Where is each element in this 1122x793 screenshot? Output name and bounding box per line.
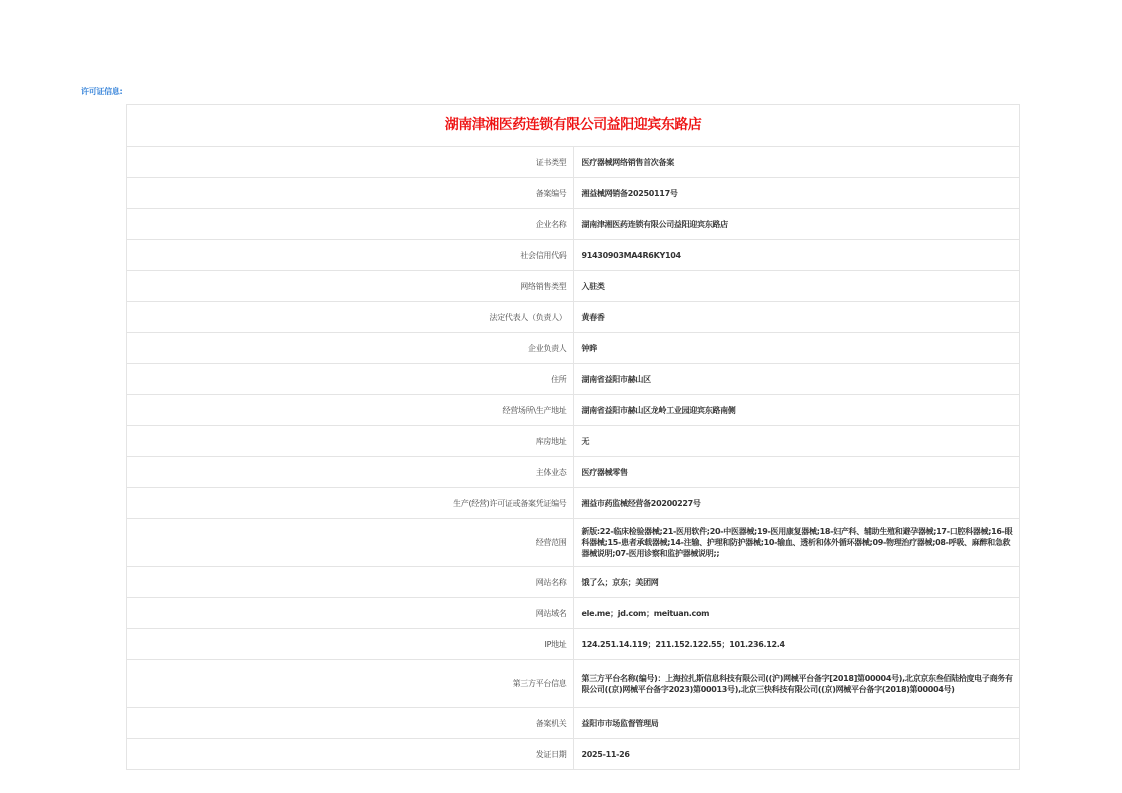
table-row [127,598,1020,629]
field-value: 饿了么；京东；美团网 [573,567,1020,598]
table-row [127,364,1020,395]
field-label: 法定代表人（负责人） [127,302,574,333]
field-label: 经营范围 [127,519,574,567]
field-label: 生产(经营)许可证或备案凭证编号 [127,488,574,519]
field-label: 第三方平台信息 [127,660,574,708]
field-value: 湘益械网销备20250117号 [573,178,1020,209]
field-label: 企业名称 [127,209,574,240]
field-label: 住所 [127,364,574,395]
field-label: 发证日期 [127,739,574,770]
field-label: 企业负责人 [127,333,574,364]
field-label: 社会信用代码 [127,240,574,271]
field-value: 入驻类 [573,271,1020,302]
table-row [127,488,1020,519]
field-value: 湖南省益阳市赫山区龙岭工业园迎宾东路南侧 [573,395,1020,426]
field-label: IP地址 [127,629,574,660]
field-value: 湖南津湘医药连锁有限公司益阳迎宾东路店 [573,209,1020,240]
field-value: 第三方平台名称(编号)：上海拉扎斯信息科技有限公司((沪)网械平台备字[2018]第00004号),北京京东叁佰陆拾度电子商务有限公司((京)网械平台备字2023)第00013号),北京三快科技有限公司((京)网械平台备字(2018)第00004号) [573,660,1020,708]
field-value: 新版:22-临床检验器械;21-医用软件;20-中医器械;19-医用康复器械;18-妇产科、辅助生殖和避孕器械;17-口腔科器械;16-眼科器械;15-患者承载器械;14-注输、护理和防护器械;10-输血、透析和体外循环器械;09-物理治疗器械;08-呼吸、麻醉和急救器械说明;07-医用诊察和监护器械说明;; [573,519,1020,567]
table-row [127,209,1020,240]
table-row [127,271,1020,302]
field-label: 库房地址 [127,426,574,457]
table-row [127,739,1020,770]
field-label: 备案机关 [127,708,574,739]
table-row [127,457,1020,488]
field-value: 益阳市市场监督管理局 [573,708,1020,739]
field-value: 黄春香 [573,302,1020,333]
field-label: 备案编号 [127,178,574,209]
field-value: 无 [573,426,1020,457]
field-value: 医疗器械网络销售首次备案 [573,147,1020,178]
field-label: 网站域名 [127,598,574,629]
table-row [127,519,1020,567]
field-label: 网站名称 [127,567,574,598]
field-value: 医疗器械零售 [573,457,1020,488]
license-title: 湖南津湘医药连锁有限公司益阳迎宾东路店 [127,105,1020,147]
table-row [127,240,1020,271]
license-table [126,104,1020,770]
field-label: 证书类型 [127,147,574,178]
field-value: 钟晔 [573,333,1020,364]
table-row [127,708,1020,739]
field-label: 主体业态 [127,457,574,488]
section-label: 许可证信息: [81,87,123,96]
table-row [127,567,1020,598]
table-row [127,395,1020,426]
table-row [127,178,1020,209]
table-row [127,147,1020,178]
field-value: ele.me；jd.com；meituan.com [573,598,1020,629]
field-value: 2025-11-26 [573,739,1020,770]
table-row [127,333,1020,364]
field-value: 湘益市药监械经营备20200227号 [573,488,1020,519]
table-row [127,629,1020,660]
field-value: 91430903MA4R6KY104 [573,240,1020,271]
field-value: 湖南省益阳市赫山区 [573,364,1020,395]
title-row [127,105,1020,147]
field-value: 124.251.14.119；211.152.122.55；101.236.12.4 [573,629,1020,660]
field-label: 网络销售类型 [127,271,574,302]
table-row [127,426,1020,457]
table-row [127,302,1020,333]
table-row [127,660,1020,708]
field-label: 经营场所\生产地址 [127,395,574,426]
